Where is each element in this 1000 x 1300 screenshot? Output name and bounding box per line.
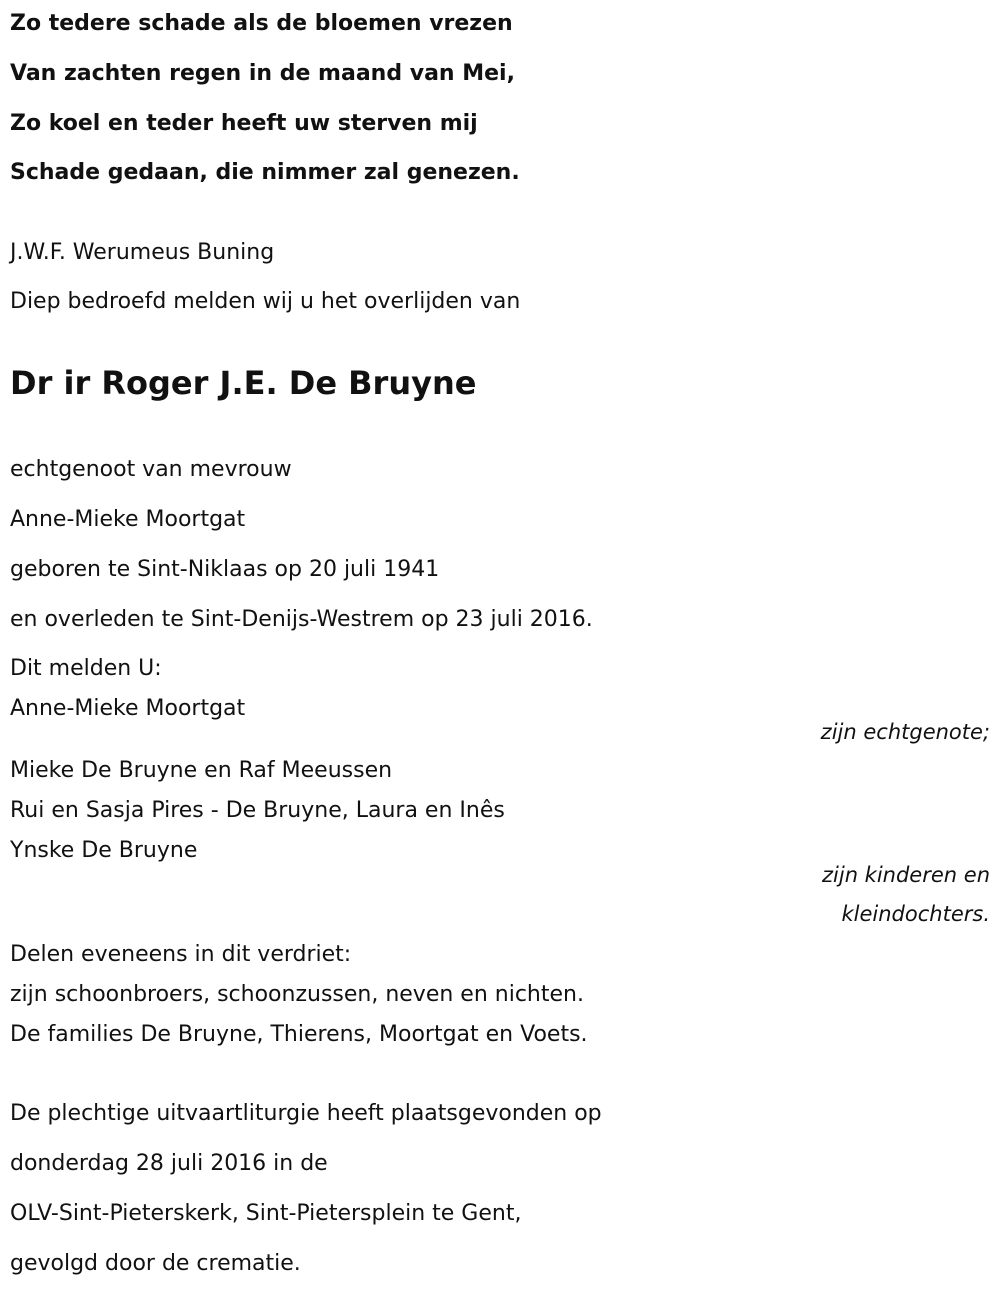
- spouse-name: Anne-Mieke Moortgat: [10, 696, 246, 721]
- poem-line: Van zachten regen in de maand van Mei,: [10, 61, 515, 86]
- detail-line: geboren te Sint-Niklaas op 20 juli 1941: [10, 557, 440, 582]
- detail-line: echtgenoot van mevrouw: [10, 457, 292, 482]
- poem-line: Zo koel en teder heeft uw sterven mij: [10, 111, 478, 136]
- children-role: zijn kinderen en: [822, 863, 990, 887]
- poem-line: Schade gedaan, die nimmer zal genezen.: [10, 160, 520, 185]
- funeral-line: De plechtige uitvaartliturgie heeft plaatsgevonden op: [10, 1101, 602, 1126]
- children-role: kleindochters.: [841, 902, 990, 926]
- poem-author: J.W.F. Werumeus Buning: [10, 240, 275, 265]
- sharing-line: De families De Bruyne, Thierens, Moortgat en Voets.: [10, 1022, 588, 1047]
- intro-text: Diep bedroefd melden wij u het overlijden van: [10, 289, 521, 314]
- child-line: Mieke De Bruyne en Raf Meeussen: [10, 758, 393, 783]
- funeral-line: donderdag 28 juli 2016 in de: [10, 1151, 328, 1176]
- spouse-role: zijn echtgenote;: [820, 720, 990, 744]
- funeral-line: OLV-Sint-Pieterskerk, Sint-Pietersplein te Gent,: [10, 1201, 522, 1226]
- announcers-heading: Dit melden U:: [10, 656, 162, 681]
- detail-line: Anne-Mieke Moortgat: [10, 507, 246, 532]
- deceased-name: Dr ir Roger J.E. De Bruyne: [10, 364, 477, 402]
- sharing-line: zijn schoonbroers, schoonzussen, neven en nichten.: [10, 982, 584, 1007]
- funeral-line: gevolgd door de crematie.: [10, 1251, 301, 1276]
- child-line: Ynske De Bruyne: [10, 838, 198, 863]
- sharing-line: Delen eveneens in dit verdriet:: [10, 942, 352, 967]
- child-line: Rui en Sasja Pires - De Bruyne, Laura en Inês: [10, 798, 505, 823]
- poem-line: Zo tedere schade als de bloemen vrezen: [10, 11, 513, 36]
- detail-line: en overleden te Sint-Denijs-Westrem op 23 juli 2016.: [10, 607, 593, 632]
